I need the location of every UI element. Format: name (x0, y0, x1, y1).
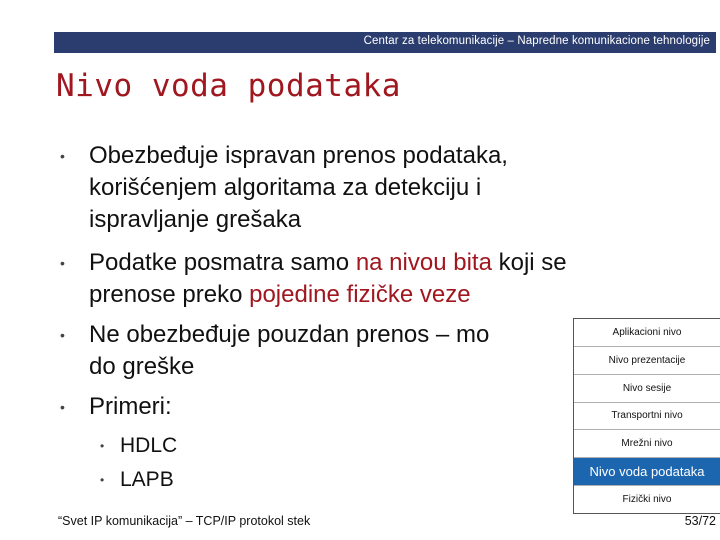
bullet-2-highlight-a: na nivou bita (355, 249, 492, 276)
osi-layer-presentation: Nivo prezentacije (574, 347, 720, 375)
sub-bullet-marker: • (100, 473, 105, 487)
bullet-2-line-2 (89, 281, 471, 309)
osi-layer-network: Mrežni nivo (574, 430, 720, 458)
slide-title: Nivo voda podataka (56, 68, 401, 104)
bullet-1-line-1: Obezbeđuje ispravan prenos podataka, (89, 142, 508, 169)
osi-layer-physical: Fizički nivo (622, 494, 672, 505)
footer-source: “Svet IP komunikacija” – TCP/IP protokol stek (58, 514, 311, 528)
header-text: Centar za telekomunikacije – Napredne komunikacione tehnologije (363, 35, 710, 47)
osi-layer-session: Nivo sesije (574, 375, 720, 403)
bullet-marker: • (60, 399, 65, 415)
bullet-1-line-2: korišćenjem algoritama za detekciju i (89, 174, 482, 201)
bullet-4-line-1: Primeri: (89, 393, 172, 420)
sub-bullet-lapb: LAPB (120, 468, 174, 491)
bullet-2-text-c: prenose preko (89, 281, 250, 308)
sub-bullet-hdlc: HDLC (120, 434, 178, 457)
osi-layer-application: Aplikacioni nivo (574, 319, 720, 347)
osi-layer-transport: Transportni nivo (574, 402, 720, 430)
osi-layer-stack (573, 318, 720, 514)
osi-layer-data-link: Nivo voda podataka (574, 458, 720, 486)
header-bar (54, 32, 716, 53)
bullet-marker: • (60, 255, 65, 271)
bullet-2-text-b: koji se (491, 249, 567, 276)
bullet-2-highlight-b: pojedine fizičke veze (249, 281, 471, 308)
bullet-3-line-2: do greške (89, 353, 195, 380)
sub-bullet-marker: • (100, 439, 105, 453)
page-number: 53/72 (684, 514, 716, 528)
bullet-3-line-1: Ne obezbeđuje pouzdan prenos – mo (89, 321, 490, 348)
bullet-1-line-3: ispravljanje grešaka (89, 206, 302, 233)
bullet-marker: • (60, 148, 65, 164)
bullet-2-line-1 (89, 249, 567, 277)
bullet-marker: • (60, 327, 65, 343)
bullet-2-text-a: Podatke posmatra samo (89, 249, 356, 276)
